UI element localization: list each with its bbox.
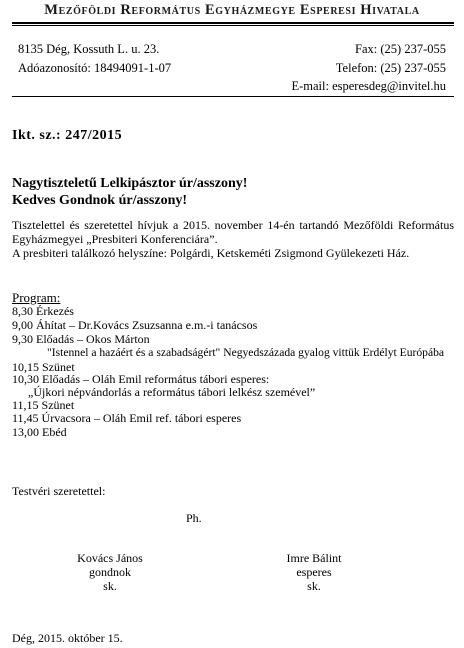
program-item: 8,30 Érkezés [12, 304, 74, 318]
closing-text: Testvéri szeretettel: [12, 484, 106, 498]
signature-left-name: Kovács János [77, 551, 143, 565]
reference-number: Ikt. sz.: 247/2015 [12, 128, 123, 143]
signature-right-mark: sk. [307, 579, 321, 593]
date-line: Dég, 2015. október 15. [12, 631, 123, 645]
phone: Telefon: (25) 237-055 [335, 61, 446, 75]
program-item: "Istennel a hazáért és a szabadságért" Negyedszázada gyalog vittük Erdélyt Európába [47, 346, 445, 359]
signature-right-name: Imre Bálint [286, 551, 342, 565]
program-item: 9,30 Előadás – Okos Márton [12, 332, 150, 346]
fax: Fax: (25) 237-055 [355, 42, 446, 56]
program-item: 9,00 Áhítat – Dr.Kovács Zsuzsanna e.m.-i tanácsos [12, 318, 258, 332]
intro-line-1: Tisztelettel és szeretettel hívjuk a 2015. november 14-én tartandó Mezőföldi Református [12, 218, 454, 232]
greeting-line-1: Nagytiszteletű Lelkipásztor úr/asszony! [12, 176, 248, 191]
header-rule [12, 22, 454, 24]
program-item: 10,30 Előadás – Oláh Emil református tábori esperes: [12, 372, 270, 386]
signature-right-title: esperes [296, 565, 332, 579]
program-item: „Újkori népvándorlás a református tábori lelkész szemével” [28, 385, 316, 399]
organization-name: Mezőföldi Református Egyházmegye Esperesi Hivatala [44, 2, 420, 18]
signature-left-title: gondnok [89, 565, 131, 579]
address: 8135 Dég, Kossuth L. u. 23. [18, 42, 160, 56]
seal-label: Ph. [186, 511, 202, 525]
program-item: 13,00 Ebéd [12, 425, 67, 439]
program-title: Program: [12, 290, 61, 305]
contact-rule [12, 96, 454, 97]
tax-id: Adóazonosító: 18494091-1-07 [18, 61, 172, 75]
intro-line-3: A presbiteri találkozó helyszíne: Polgárdi, Ketskeméti Zsigmond Gyülekezeti Ház. [12, 246, 410, 260]
intro-line-2: Egyházmegyei „Presbiteri Konferenciára”. [12, 232, 218, 246]
program-item: 10,15 Szünet [12, 360, 75, 374]
signature-left-mark: sk. [103, 579, 117, 593]
program-item: 11,15 Szünet [12, 398, 75, 412]
greeting-line-2: Kedves Gondnok úr/asszony! [12, 193, 188, 208]
header-rule-thin [12, 25, 454, 26]
email: E-mail: esperesdeg@invitel.hu [291, 79, 446, 93]
program-item: 11,45 Úrvacsora – Oláh Emil ref. tábori esperes [12, 411, 242, 425]
